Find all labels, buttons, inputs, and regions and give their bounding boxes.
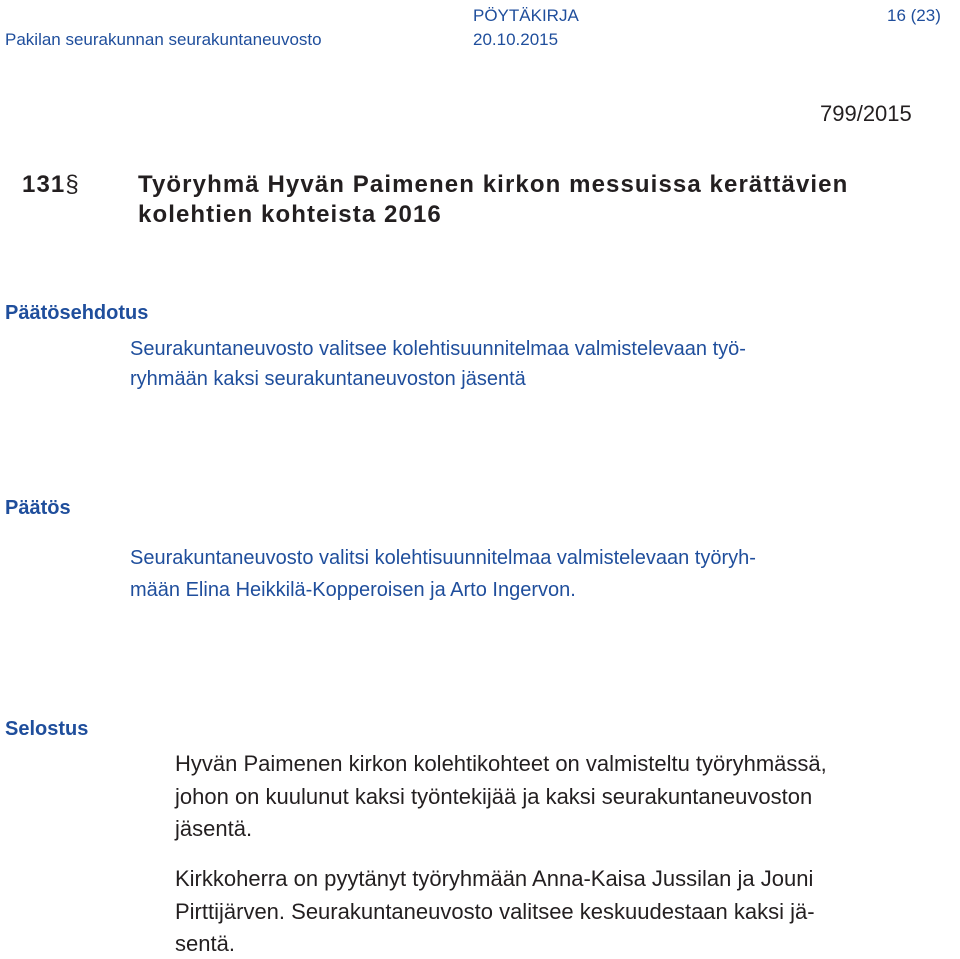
decision-line2: mään Elina Heikkilä-Kopperoisen ja Arto Ingervon. <box>130 579 576 601</box>
statement-p1-line1: Hyvän Paimenen kirkon kolehtikohteet on valmisteltu työryhmässä, <box>175 751 827 776</box>
case-number: 799/2015 <box>820 101 912 126</box>
proposal-line2: ryhmään kaksi seurakuntaneuvoston jäsentä <box>130 368 526 390</box>
item-title-line2: kolehtien kohteista 2016 <box>138 201 442 228</box>
statement-label: Selostus <box>5 718 89 740</box>
section-symbol: § <box>65 171 80 198</box>
item-number: 131 <box>22 171 66 198</box>
page-number: 16 (23) <box>887 6 941 25</box>
statement-p2-line1: Kirkkoherra on pyytänyt työryhmään Anna-Kaisa Jussilan ja Jouni <box>175 866 814 891</box>
item-title-line1: Työryhmä Hyvän Paimenen kirkon messuissa kerättävien <box>138 171 849 198</box>
statement-p1-line3: jäsentä. <box>175 816 253 841</box>
document-type: PÖYTÄKIRJA <box>473 6 579 25</box>
statement-p2-line2: Pirttijärven. Seurakuntaneuvosto valitsee keskuudestaan kaksi jä- <box>175 899 815 924</box>
statement-p2-line3: sentä. <box>175 931 235 956</box>
organization-name: Pakilan seurakunnan seurakuntaneuvosto <box>5 30 322 49</box>
decision-line1: Seurakuntaneuvosto valitsi kolehtisuunnitelmaa valmistelevaan työryh- <box>130 547 756 569</box>
proposal-line1: Seurakuntaneuvosto valitsee kolehtisuunnitelmaa valmistelevaan työ- <box>130 338 746 360</box>
document-date: 20.10.2015 <box>473 30 559 49</box>
proposal-label: Päätösehdotus <box>5 302 149 324</box>
statement-p1-line2: johon on kuulunut kaksi työntekijää ja kaksi seurakuntaneuvoston <box>175 784 813 809</box>
item-heading <box>22 170 80 200</box>
decision-label: Päätös <box>5 497 71 519</box>
